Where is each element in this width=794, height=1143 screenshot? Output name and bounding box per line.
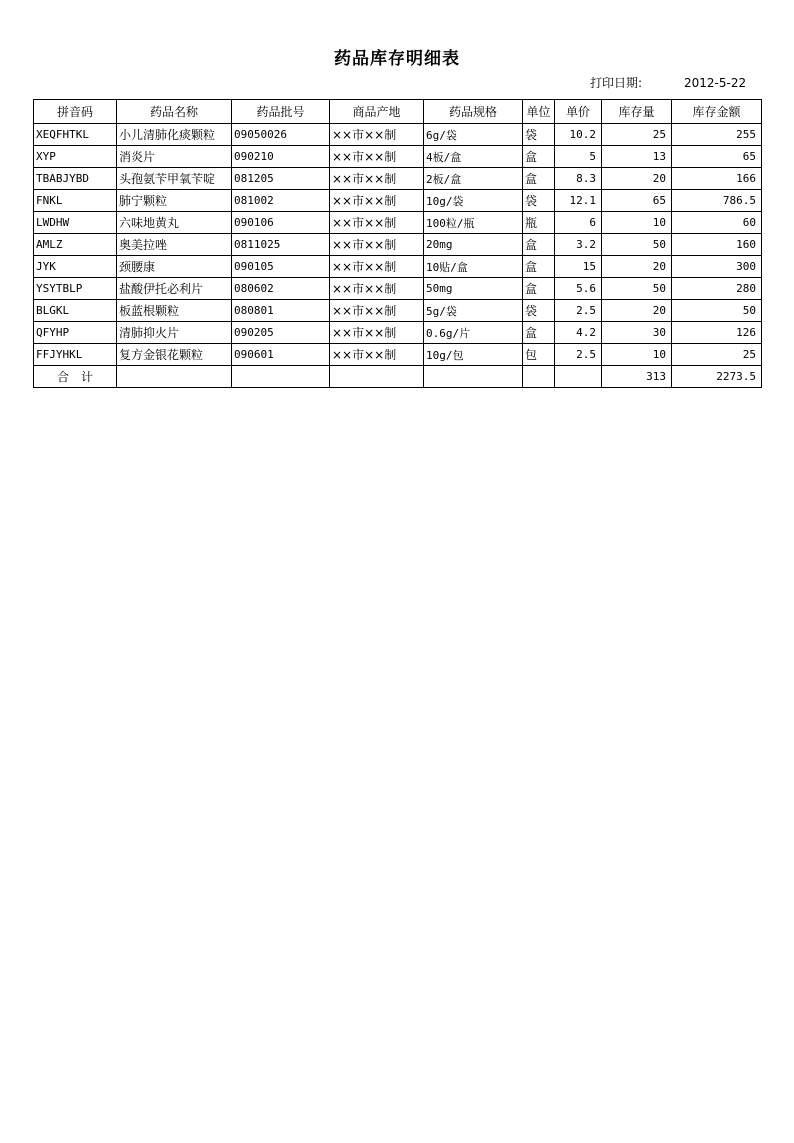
cell-price: 6: [555, 212, 602, 234]
cell-origin: ××市××制: [330, 234, 424, 256]
cell-spec: 5g/袋: [424, 300, 523, 322]
cell-batch: 0811025: [232, 234, 330, 256]
print-date-label: 打印日期:: [590, 76, 643, 90]
cell-batch: 080801: [232, 300, 330, 322]
cell-spec: 10贴/盒: [424, 256, 523, 278]
total-amount: 2273.5: [672, 366, 762, 388]
cell-qty: 65: [602, 190, 672, 212]
cell-unit: 袋: [523, 300, 555, 322]
col-header-pinyin: 拼音码: [34, 100, 117, 124]
table-cell: [424, 366, 523, 388]
cell-price: 8.3: [555, 168, 602, 190]
cell-price: 4.2: [555, 322, 602, 344]
print-date: [590, 74, 746, 91]
table-row: [34, 256, 762, 278]
cell-name: 六味地黄丸: [117, 212, 232, 234]
col-header-batch: 药品批号: [232, 100, 330, 124]
cell-origin: ××市××制: [330, 212, 424, 234]
cell-pinyin: AMLZ: [34, 234, 117, 256]
table-row: [34, 278, 762, 300]
cell-price: 5: [555, 146, 602, 168]
cell-name: 奥美拉唑: [117, 234, 232, 256]
col-header-name: 药品名称: [117, 100, 232, 124]
cell-unit: 袋: [523, 190, 555, 212]
total-qty: 313: [602, 366, 672, 388]
table-cell: [117, 366, 232, 388]
col-header-price: 单价: [555, 100, 602, 124]
cell-amount: 300: [672, 256, 762, 278]
cell-spec: 100粒/瓶: [424, 212, 523, 234]
cell-pinyin: TBABJYBD: [34, 168, 117, 190]
cell-pinyin: YSYTBLP: [34, 278, 117, 300]
cell-unit: 瓶: [523, 212, 555, 234]
cell-unit: 盒: [523, 234, 555, 256]
cell-pinyin: XYP: [34, 146, 117, 168]
cell-unit: 盒: [523, 322, 555, 344]
cell-pinyin: FNKL: [34, 190, 117, 212]
col-header-amount: 库存金额: [672, 100, 762, 124]
total-label: 合 计: [34, 366, 117, 388]
cell-amount: 166: [672, 168, 762, 190]
cell-qty: 13: [602, 146, 672, 168]
cell-name: 消炎片: [117, 146, 232, 168]
cell-pinyin: LWDHW: [34, 212, 117, 234]
cell-origin: ××市××制: [330, 278, 424, 300]
cell-batch: 081002: [232, 190, 330, 212]
cell-qty: 50: [602, 234, 672, 256]
table-row: [34, 212, 762, 234]
cell-origin: ××市××制: [330, 146, 424, 168]
cell-name: 复方金银花颗粒: [117, 344, 232, 366]
col-header-spec: 药品规格: [424, 100, 523, 124]
cell-unit: 包: [523, 344, 555, 366]
cell-batch: 090105: [232, 256, 330, 278]
cell-amount: 160: [672, 234, 762, 256]
table-row: [34, 124, 762, 146]
cell-qty: 20: [602, 300, 672, 322]
cell-amount: 280: [672, 278, 762, 300]
cell-batch: 090210: [232, 146, 330, 168]
table-row: [34, 300, 762, 322]
cell-qty: 10: [602, 212, 672, 234]
cell-name: 肺宁颗粒: [117, 190, 232, 212]
print-date-value: 2012-5-22: [684, 76, 747, 90]
cell-amount: 255: [672, 124, 762, 146]
col-header-origin: 商品产地: [330, 100, 424, 124]
total-row: [34, 366, 762, 388]
inventory-table: [33, 99, 762, 388]
cell-amount: 50: [672, 300, 762, 322]
cell-qty: 25: [602, 124, 672, 146]
cell-spec: 0.6g/片: [424, 322, 523, 344]
cell-origin: ××市××制: [330, 168, 424, 190]
cell-batch: 080602: [232, 278, 330, 300]
cell-batch: 090205: [232, 322, 330, 344]
table-row: [34, 344, 762, 366]
cell-price: 12.1: [555, 190, 602, 212]
cell-qty: 20: [602, 168, 672, 190]
cell-unit: 袋: [523, 124, 555, 146]
cell-pinyin: XEQFHTKL: [34, 124, 117, 146]
table-cell: [523, 366, 555, 388]
table-row: [34, 190, 762, 212]
table-cell: [555, 366, 602, 388]
cell-amount: 126: [672, 322, 762, 344]
cell-origin: ××市××制: [330, 344, 424, 366]
cell-qty: 10: [602, 344, 672, 366]
cell-spec: 10g/袋: [424, 190, 523, 212]
cell-amount: 25: [672, 344, 762, 366]
table-cell: [232, 366, 330, 388]
col-header-unit: 单位: [523, 100, 555, 124]
cell-name: 清肺抑火片: [117, 322, 232, 344]
cell-spec: 4板/盒: [424, 146, 523, 168]
cell-batch: 090106: [232, 212, 330, 234]
cell-amount: 786.5: [672, 190, 762, 212]
cell-qty: 50: [602, 278, 672, 300]
cell-unit: 盒: [523, 146, 555, 168]
cell-price: 15: [555, 256, 602, 278]
col-header-qty: 库存量: [602, 100, 672, 124]
header-row: [34, 100, 762, 124]
cell-pinyin: QFYHP: [34, 322, 117, 344]
cell-spec: 10g/包: [424, 344, 523, 366]
cell-spec: 20mg: [424, 234, 523, 256]
cell-qty: 20: [602, 256, 672, 278]
cell-spec: 50mg: [424, 278, 523, 300]
cell-spec: 2板/盒: [424, 168, 523, 190]
cell-qty: 30: [602, 322, 672, 344]
cell-name: 颈腰康: [117, 256, 232, 278]
cell-origin: ××市××制: [330, 124, 424, 146]
table-row: [34, 146, 762, 168]
cell-price: 10.2: [555, 124, 602, 146]
cell-origin: ××市××制: [330, 190, 424, 212]
cell-batch: 09050026: [232, 124, 330, 146]
cell-pinyin: FFJYHKL: [34, 344, 117, 366]
cell-unit: 盒: [523, 256, 555, 278]
cell-batch: 081205: [232, 168, 330, 190]
cell-name: 板蓝根颗粒: [117, 300, 232, 322]
cell-unit: 盒: [523, 278, 555, 300]
cell-price: 2.5: [555, 300, 602, 322]
cell-price: 2.5: [555, 344, 602, 366]
cell-pinyin: JYK: [34, 256, 117, 278]
cell-name: 盐酸伊托必利片: [117, 278, 232, 300]
cell-origin: ××市××制: [330, 256, 424, 278]
cell-amount: 65: [672, 146, 762, 168]
cell-name: 头孢氨苄甲氧苄啶: [117, 168, 232, 190]
cell-amount: 60: [672, 212, 762, 234]
cell-pinyin: BLGKL: [34, 300, 117, 322]
table-row: [34, 322, 762, 344]
cell-spec: 6g/袋: [424, 124, 523, 146]
cell-price: 3.2: [555, 234, 602, 256]
table-row: [34, 168, 762, 190]
cell-price: 5.6: [555, 278, 602, 300]
table-cell: [330, 366, 424, 388]
cell-origin: ××市××制: [330, 322, 424, 344]
table-row: [34, 234, 762, 256]
page-title: 药品库存明细表: [334, 49, 460, 69]
cell-batch: 090601: [232, 344, 330, 366]
cell-name: 小儿清肺化痰颗粒: [117, 124, 232, 146]
cell-origin: ××市××制: [330, 300, 424, 322]
cell-unit: 盒: [523, 168, 555, 190]
